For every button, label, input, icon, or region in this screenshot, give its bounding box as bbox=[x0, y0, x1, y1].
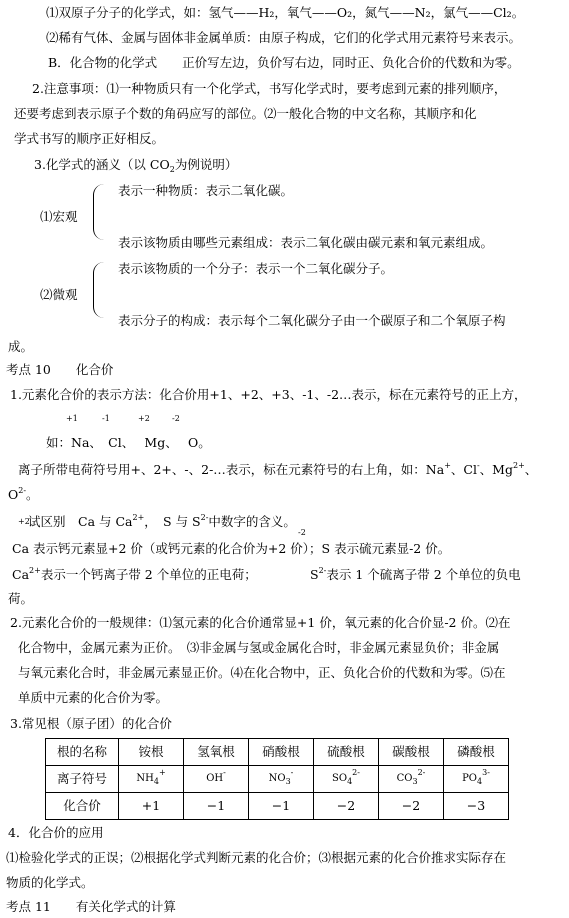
table-header-cell: 根的名称 bbox=[46, 739, 119, 766]
table-cell: 铵根 bbox=[119, 739, 184, 766]
table-header-cell: 化合价 bbox=[46, 793, 119, 820]
superscript: - bbox=[476, 461, 480, 470]
text-segment: O bbox=[8, 487, 19, 502]
table-cell: 氢氧根 bbox=[184, 739, 249, 766]
line-diatomic: ⑴双原子分子的化学式，如：氢气——H₂，氧气——O₂，氮气——N₂，氯气——Cl₂。 bbox=[46, 5, 525, 20]
superscript: + bbox=[444, 461, 451, 470]
line-notes-3: 学式书写的顺序正好相反。 bbox=[14, 131, 165, 146]
line-notes-1: 2.注意事项：⑴一种物质只有一个化学式，书写化学式时，要考虑到元素的排列顺序， bbox=[32, 81, 507, 96]
valence-example: 如：Na、 Cl、 Mg、 O。 bbox=[46, 435, 211, 450]
ion-charge: + bbox=[158, 768, 166, 777]
micro-line-1: 表示该物质的一个分子：表示一个二氧化碳分子。 bbox=[118, 261, 394, 276]
ion-charge: - bbox=[223, 768, 226, 777]
ion-base: NO bbox=[268, 773, 286, 784]
text-segment: 、 bbox=[524, 462, 538, 477]
table-row-ions bbox=[46, 766, 509, 793]
superscript: 2+ bbox=[512, 461, 525, 470]
ion-base: CO bbox=[396, 773, 413, 784]
table-cell: 碳酸根 bbox=[379, 739, 444, 766]
valence-mark-mg: +2 bbox=[138, 414, 150, 423]
table-cell bbox=[119, 766, 184, 793]
heading-kaodian-10: 考点 10 化合价 bbox=[6, 362, 114, 377]
text-segment: 表示 1 个硫离子带 2 个单位的负电 bbox=[326, 567, 521, 582]
table-cell: −2 bbox=[379, 793, 444, 820]
ion-base: SO bbox=[332, 773, 348, 784]
text-segment: 、Cl bbox=[450, 462, 477, 477]
ion-subscript: 3 bbox=[285, 777, 291, 786]
superscript: 2- bbox=[318, 566, 327, 575]
application-line-1: ⑴检验化学式的正误；⑵根据化学式判断元素的化合价；⑶根据元素的化合价推求实际存在 bbox=[6, 850, 507, 865]
answer-ion-end: 荷。 bbox=[8, 591, 34, 606]
diff-mark-s: -2 bbox=[298, 528, 306, 537]
text-segment: S bbox=[310, 567, 319, 582]
macro-label: ⑴宏观 bbox=[40, 209, 78, 224]
ion-charge-line bbox=[18, 459, 537, 481]
micro-line-3: 成。 bbox=[8, 339, 34, 354]
text-segment: Ca bbox=[12, 567, 30, 582]
micro-label: ⑵微观 bbox=[40, 287, 78, 302]
superscript: 2- bbox=[18, 486, 27, 495]
table-header-cell: 离子符号 bbox=[46, 766, 119, 793]
table-cell: −3 bbox=[444, 793, 509, 820]
text-segment: 表示一个钙离子带 2 个单位的正电荷； bbox=[40, 567, 257, 582]
ion-subscript: 3 bbox=[412, 777, 418, 786]
valence-mark-o: -2 bbox=[172, 414, 180, 423]
ion-base: OH bbox=[206, 773, 224, 784]
rule-line-1: 2.元素化合价的一般规律：⑴氢元素的化合价通常显+1 价，氧元素的化合价显-2 价。⑵在 bbox=[10, 615, 511, 630]
micro-line-2: 表示分子的构成：表示每个二氧化碳分子由一个碳原子和二个氧原子构 bbox=[118, 313, 506, 328]
line-noble-gas: ⑵稀有气体、金属与固体非金属单质：由原子构成，它们的化学式用元素符号来表示。 bbox=[46, 30, 522, 45]
table-cell: 硫酸根 bbox=[314, 739, 379, 766]
ion-base: NH bbox=[136, 773, 154, 784]
brace-macro bbox=[93, 184, 104, 240]
superscript: 2+ bbox=[29, 566, 41, 575]
table-row-names bbox=[46, 739, 509, 766]
application-line-2: 物质的化学式。 bbox=[6, 875, 94, 890]
text-segment: 离子所带电荷符号用+、2+、-、2-…表示，标在元素符号的右上角，如：Na bbox=[18, 462, 445, 477]
answer-ion-ca bbox=[12, 564, 257, 586]
table-cell bbox=[444, 766, 509, 793]
valence-method-line: 1.元素化合价的表示方法：化合价用+1、+2、+3、-1、-2…表示，标在元素符号的正上方， bbox=[10, 387, 527, 402]
table-cell: 磷酸根 bbox=[444, 739, 509, 766]
heading-kaodian-11: 考点 11 有关化学式的计算 bbox=[6, 899, 176, 914]
ion-charge: - bbox=[290, 768, 294, 777]
rule-line-3: 与氧元素化合时，非金属元素显正价。⑷在化合物中，正、负化合价的代数和为零。⑸在 bbox=[18, 665, 506, 680]
valence-mark-na: +1 bbox=[66, 414, 78, 423]
text-segment: 为例说明） bbox=[174, 157, 238, 172]
superscript: 2+ bbox=[132, 513, 145, 522]
radical-table bbox=[45, 738, 509, 820]
macro-line-2: 表示该物质由哪些元素组成：表示二氧化碳由碳元素和氧元素组成。 bbox=[118, 235, 494, 250]
ion-subscript: 4 bbox=[347, 777, 353, 786]
table-cell bbox=[184, 766, 249, 793]
table-cell: −2 bbox=[314, 793, 379, 820]
table-cell: −1 bbox=[249, 793, 314, 820]
text-segment: 3.化学式的涵义（以 CO bbox=[34, 157, 170, 172]
rule-line-4: 单质中元素的化合价为零。 bbox=[18, 690, 169, 705]
superscript: 2- bbox=[200, 513, 209, 522]
text-segment: ， S 与 S bbox=[144, 514, 201, 529]
table-cell bbox=[314, 766, 379, 793]
answer-valence: Ca 表示钙元素显+2 价（或钙元素的化合价为+2 价）；S 表示硫元素显-2 价。 bbox=[12, 541, 451, 556]
text-segment: 、Mg bbox=[479, 462, 513, 477]
rule-line-2: 化合物中，金属元素为正价。 ⑶非金属与氢或金属化合时，非金属元素显负价；非金属 bbox=[18, 640, 500, 655]
ion-charge: 2- bbox=[417, 768, 426, 777]
ion-charge-line-2 bbox=[8, 484, 39, 506]
macro-line-1: 表示一种物质：表示二氧化碳。 bbox=[118, 183, 294, 198]
text-segment: 试区别 Ca 与 Ca bbox=[28, 514, 133, 529]
table-cell: −1 bbox=[184, 793, 249, 820]
valence-mark-cl: -1 bbox=[102, 414, 110, 423]
text-segment: 。 bbox=[26, 487, 39, 502]
ion-charge: 2- bbox=[352, 768, 360, 777]
line-compound-formula: B．化合物的化学式 正价写左边，负价写右边，同时正、负化合价的代数和为零。 bbox=[48, 55, 520, 70]
line-formula-meaning bbox=[34, 154, 237, 176]
line-notes-2: 还要考虑到表示原子个数的角码应写的部位。⑵一般化合物的中文名称，其顺序和化 bbox=[14, 106, 477, 121]
application-title: 4．化合价的应用 bbox=[8, 825, 104, 840]
ion-base: PO bbox=[462, 773, 478, 784]
table-cell: +1 bbox=[119, 793, 184, 820]
diff-mark-ca: +2 bbox=[18, 517, 30, 526]
root-table-title: 3.常见根（原子团）的化合价 bbox=[10, 716, 172, 731]
table-row-valence bbox=[46, 793, 509, 820]
table-cell bbox=[249, 766, 314, 793]
brace-micro bbox=[93, 262, 104, 318]
table-cell: 硝酸根 bbox=[249, 739, 314, 766]
diff-question bbox=[28, 511, 296, 533]
text-segment: 中数字的含义。 bbox=[208, 514, 296, 529]
answer-ion-s bbox=[310, 564, 521, 586]
subscript: 2 bbox=[169, 165, 175, 174]
ion-subscript: 4 bbox=[477, 777, 483, 786]
ion-subscript: 4 bbox=[153, 777, 159, 786]
table-cell bbox=[379, 766, 444, 793]
ion-charge: 3- bbox=[482, 768, 490, 777]
